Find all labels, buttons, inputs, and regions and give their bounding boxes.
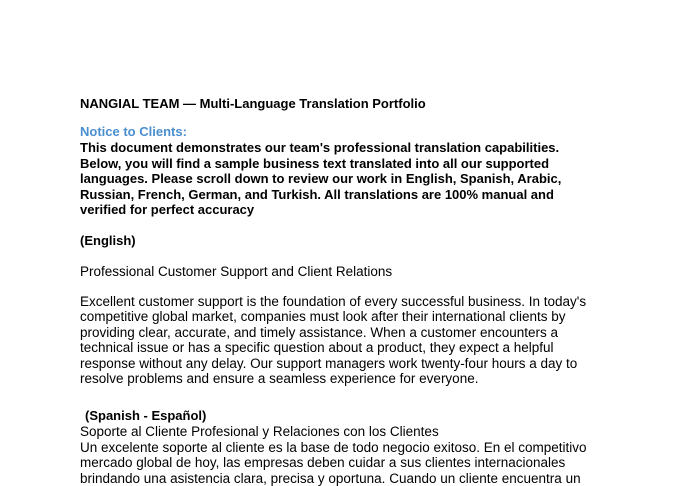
section-english: [80, 233, 600, 387]
notice-body: This document demonstrates our team's professional translation capabilities. Below, you will find a sample business text translated into all our supported languages. Please scroll down to review our work in English, Spanish, Arabic, Russian, French, German, and Turkish. All translations are 100% manual and verified for perfect accuracy: [80, 140, 600, 218]
section-text-english: Excellent customer support is the foundation of every successful business. In today's competitive global market, companies must look after their international clients by providing clear, accurate, and timely assistance. When a customer encounters a technical issue or has a specific question about a product, they expect a helpful response without any delay. Our support managers work twenty-four hours a day to resolve problems and ensure a seamless experience for everyone.: [80, 294, 600, 387]
section-text-spanish: Un excelente soporte al cliente es la base de todo negocio exitoso. En el competitivo mercado global de hoy, las empresas deben cuidar a sus clientes internacionales brindando una asistencia clara, precisa y oportuna. Cuando un cliente encuentra un: [80, 440, 600, 486]
document-content: [80, 96, 600, 486]
section-subtitle-english: Professional Customer Support and Client Relations: [80, 264, 600, 280]
section-spanish: [80, 408, 600, 486]
section-heading-english: (English): [80, 233, 600, 249]
notice-heading: Notice to Clients:: [80, 124, 600, 140]
document-title: NANGIAL TEAM — Multi-Language Translation Portfolio: [80, 96, 600, 112]
section-heading-spanish: (Spanish - Español): [80, 408, 600, 424]
section-subtitle-spanish: Soporte al Cliente Profesional y Relaciones con los Clientes: [80, 424, 600, 440]
